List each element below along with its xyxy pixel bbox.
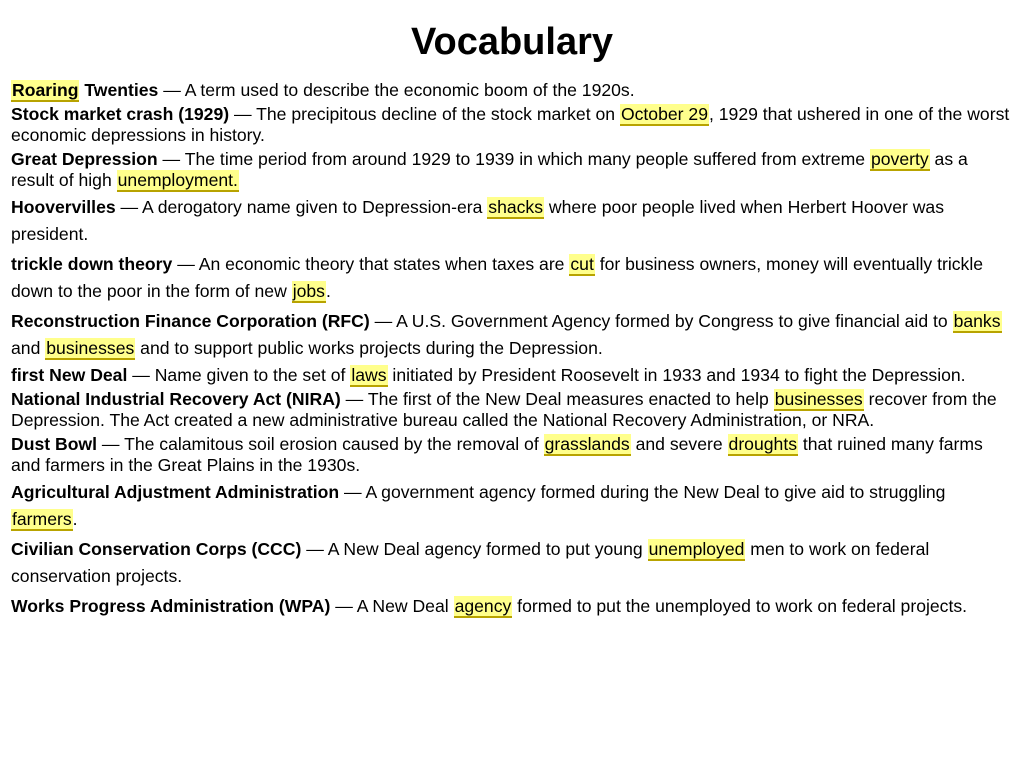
vocabulary-entry xyxy=(11,365,1011,386)
definition-text: — A derogatory name given to Depression-era xyxy=(115,197,488,217)
vocabulary-term: Dust Bowl xyxy=(11,434,98,454)
definition-text: — The time period from around 1929 to 1939 in which many people suffered from extreme xyxy=(157,149,870,169)
vocabulary-list xyxy=(11,80,1011,620)
definition-text: — The precipitous decline of the stock market on xyxy=(229,104,620,124)
definition-text: that ruined many farms and farmers in the Great Plains in the 1930s. xyxy=(11,434,983,475)
definition-text: initiated by President Roosevelt in 1933 and 1934 to fight the Depression. xyxy=(387,365,966,385)
definition-text: — A U.S. Government Agency formed by Congress to give financial aid to xyxy=(369,311,953,331)
vocabulary-term: Hoovervilles xyxy=(11,197,116,217)
vocabulary-entry xyxy=(11,194,1011,248)
vocabulary-term: Agricultural Adjustment Administration xyxy=(11,482,340,502)
definition-text: where poor people lived when Herbert Hoover was president. xyxy=(11,197,945,244)
definition-text: and severe xyxy=(630,434,728,454)
definition-text: — The first of the New Deal measures enacted to help xyxy=(340,389,774,409)
definition-text: . xyxy=(72,509,78,529)
highlighted-word: unemployed xyxy=(648,539,745,559)
highlighted-word: shacks xyxy=(488,197,544,217)
highlighted-word: banks xyxy=(953,311,1001,331)
vocabulary-term: Works Progress Administration (WPA) xyxy=(11,596,331,616)
definition-text: and xyxy=(11,338,46,358)
vocabulary-term: trickle down theory xyxy=(11,254,173,274)
definition-text: — A New Deal xyxy=(330,596,454,616)
definition-text: and to support public works projects during the Depression. xyxy=(135,338,603,358)
highlighted-word: cut xyxy=(570,254,594,274)
definition-text: — A term used to describe the economic boom of the 1920s. xyxy=(158,80,635,100)
vocabulary-entry xyxy=(11,389,1011,431)
highlighted-word: agency xyxy=(454,596,512,616)
vocabulary-entry xyxy=(11,104,1011,146)
definition-text: formed to put the unemployed to work on federal projects. xyxy=(512,596,968,616)
vocabulary-entry xyxy=(11,434,1011,476)
vocabulary-term: Reconstruction Finance Corporation (RFC) xyxy=(11,311,370,331)
vocabulary-term: Civilian Conservation Corps (CCC) xyxy=(11,539,302,559)
definition-text: — Name given to the set of xyxy=(127,365,351,385)
vocabulary-term: Stock market crash (1929) xyxy=(11,104,230,124)
highlighted-word: grasslands xyxy=(544,434,630,454)
vocabulary-term: Twenties xyxy=(79,80,159,100)
vocabulary-entry xyxy=(11,479,1011,533)
definition-text: — An economic theory that states when taxes are xyxy=(172,254,570,274)
highlighted-word: laws xyxy=(351,365,387,385)
definition-text: — A government agency formed during the New Deal to give aid to struggling xyxy=(339,482,946,502)
definition-text: . xyxy=(325,281,331,301)
highlighted-word: farmers xyxy=(12,509,72,529)
highlighted-word: businesses xyxy=(774,389,863,409)
definition-text: recover from the Depression. The Act created a new administrative bureau called the National Recovery Administration, or NRA. xyxy=(11,389,997,430)
vocabulary-entry xyxy=(11,149,1011,191)
vocabulary-term: Great Depression xyxy=(11,149,158,169)
definition-text: — A New Deal agency formed to put young xyxy=(301,539,648,559)
highlighted-word: businesses xyxy=(46,338,135,358)
vocabulary-term: first New Deal xyxy=(11,365,128,385)
vocabulary-entry xyxy=(11,251,1011,305)
highlighted-word: unemployment. xyxy=(117,170,238,190)
vocabulary-term: National Industrial Recovery Act (NIRA) xyxy=(11,389,341,409)
definition-text: men to work on federal conservation projects. xyxy=(11,539,930,586)
vocabulary-entry xyxy=(11,80,1011,101)
highlighted-term: Roaring xyxy=(12,80,79,100)
vocabulary-entry xyxy=(11,593,1011,620)
definition-text: for business owners, money will eventually trickle down to the poor in the form of new xyxy=(11,254,984,301)
highlighted-word: October 29 xyxy=(620,104,708,124)
highlighted-word: poverty xyxy=(870,149,929,169)
slide-title: Vocabulary xyxy=(410,21,614,63)
vocabulary-entry xyxy=(11,536,1011,590)
definition-text: , 1929 that ushered in one of the worst economic depressions in history. xyxy=(11,104,1010,145)
highlighted-word: jobs xyxy=(292,281,325,301)
vocabulary-entry xyxy=(11,308,1011,362)
highlighted-word: droughts xyxy=(728,434,797,454)
definition-text: as a result of high xyxy=(11,149,968,190)
definition-text: — The calamitous soil erosion caused by the removal of xyxy=(97,434,544,454)
